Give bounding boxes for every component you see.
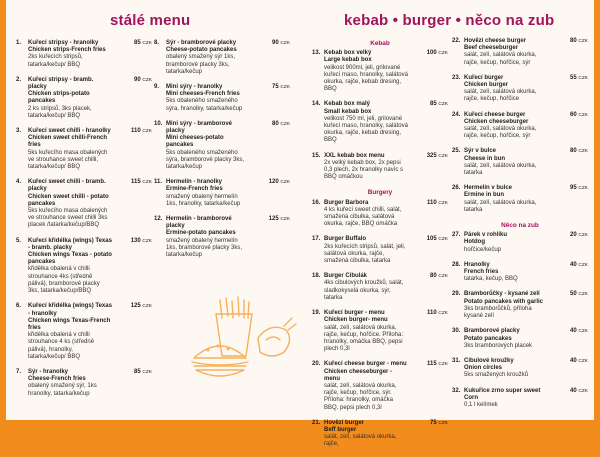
item-body xyxy=(166,179,250,208)
price-value: 120 xyxy=(268,179,281,186)
item-price xyxy=(430,420,448,427)
price-currency: CZK xyxy=(438,420,448,426)
price-value: 75 xyxy=(272,84,281,91)
item-body xyxy=(28,238,112,296)
price-value: 95 xyxy=(570,185,579,192)
item-price xyxy=(269,216,290,223)
item-description: 0,1 l kelímek xyxy=(464,401,498,408)
price-currency: CZK xyxy=(578,149,588,155)
price-value: 60 xyxy=(570,111,579,118)
item-number: 31. xyxy=(452,357,461,364)
item-english-name: Chicken sweet chilli - potato pancakes xyxy=(28,193,109,207)
item-price xyxy=(570,185,588,192)
menu-item xyxy=(452,148,588,177)
item-price xyxy=(269,179,290,186)
item-description: křidélka obalená v chilli strouhance 4 ks (středně pálivá), hranolky, tatarka/kečup/ BBQ xyxy=(28,332,95,360)
item-body xyxy=(28,303,112,361)
price-currency: CZK xyxy=(142,77,152,83)
item-body xyxy=(28,128,112,171)
item-body xyxy=(464,185,548,214)
menu-item xyxy=(154,179,290,208)
menu-item xyxy=(154,40,290,76)
item-name: Hovězí burger xyxy=(324,419,365,426)
menu-column-1 xyxy=(16,40,152,406)
item-price xyxy=(131,303,152,310)
price-currency: CZK xyxy=(438,200,448,206)
item-description: salát, zelí, salátová okurka, tatarka xyxy=(464,199,537,213)
menu-item xyxy=(452,185,588,214)
item-number: 7. xyxy=(16,368,22,375)
item-price xyxy=(570,38,588,45)
item-number: 4. xyxy=(16,179,22,186)
item-english-name: Beff burger xyxy=(324,426,357,433)
menu-item xyxy=(16,369,152,398)
item-number: 9. xyxy=(154,84,160,91)
item-number: 27. xyxy=(452,232,461,239)
item-body xyxy=(324,420,408,449)
item-description: 5ks kuřecího masa obalených ve strouhance sweet chilli, tatarka/kečup/ BBQ xyxy=(28,149,108,171)
item-body xyxy=(166,84,250,113)
item-english-name: Chicken wings Texas-French fries xyxy=(28,317,111,331)
item-english-name: Large kebab box xyxy=(324,57,372,64)
item-english-name: Small kebab box xyxy=(324,108,372,115)
price-currency: CZK xyxy=(438,362,448,368)
item-number: 6. xyxy=(16,303,22,310)
item-price xyxy=(134,77,152,84)
price-currency: CZK xyxy=(578,112,588,118)
left-title: stálé menu xyxy=(110,12,191,29)
price-currency: CZK xyxy=(438,153,448,159)
item-name: Mini sýry - bramborové placky xyxy=(166,120,233,135)
menu-item xyxy=(452,262,588,284)
item-price xyxy=(131,128,152,135)
price-currency: CZK xyxy=(578,75,588,81)
price-currency: CZK xyxy=(438,274,448,280)
item-price xyxy=(131,179,152,186)
menu-item xyxy=(312,200,448,229)
item-name: Kuřecí cheese burger xyxy=(464,111,526,118)
item-description: 2 ks stripsů, 3ks placek, tatarka/kečup/ BBQ xyxy=(28,105,92,119)
item-body xyxy=(28,369,112,398)
item-name: Sýr - hranolky xyxy=(28,368,69,375)
item-name: Kuřecí křidélka (wings) Texas - bramb. placky xyxy=(28,237,112,251)
item-body xyxy=(324,273,408,302)
menu-item xyxy=(312,273,448,302)
item-number: 8. xyxy=(154,40,160,46)
item-description: salát, zelí, salátová okurka, rajče, kečup, hořčice, sýr. Příloha: hranolky, omáčka BBQ, pepsi plech 0,3l xyxy=(324,382,397,411)
price-currency: CZK xyxy=(280,217,290,223)
section-heading: Něco na zub xyxy=(501,222,539,230)
menu-item xyxy=(452,388,588,410)
item-description: 4ks cibulových kroužků, salát, sladkokyselá okurka, sýr, tatarka xyxy=(324,280,404,301)
item-name: Kebab box velký xyxy=(324,50,372,57)
section-heading: Burgery xyxy=(367,189,393,197)
menu-item xyxy=(16,128,152,171)
price-currency: CZK xyxy=(438,102,448,108)
item-body xyxy=(464,112,548,141)
item-name: Kukuřice zrno super sweet xyxy=(464,387,541,394)
menu-item xyxy=(312,50,448,93)
item-name: Kuřecí sweet chilli - hranolky xyxy=(28,128,111,135)
price-value: 40 xyxy=(570,357,579,364)
item-number: 13. xyxy=(312,50,321,57)
item-price xyxy=(570,148,588,155)
price-value: 115 xyxy=(131,179,143,186)
price-currency: CZK xyxy=(142,238,152,244)
item-price xyxy=(134,40,152,47)
price-value: 20 xyxy=(570,232,579,239)
price-currency: CZK xyxy=(280,180,290,186)
item-english-name: Ermine-potato pancakes xyxy=(166,230,236,237)
price-currency: CZK xyxy=(142,180,152,186)
item-name: Cibulové kroužky xyxy=(464,357,514,364)
item-description: 4 ks kuřecí sweet chilli, salát, smažená cibulka, salátová okurka, rajče, BBQ omáčka xyxy=(324,206,402,228)
item-body xyxy=(28,77,112,120)
item-number: 18. xyxy=(312,273,321,280)
item-name: Hovězí cheese burger xyxy=(464,38,527,44)
item-description: 5ks smažených kroužků xyxy=(464,372,529,379)
item-body xyxy=(464,328,548,350)
item-english-name: Hotdog xyxy=(464,239,485,246)
item-body xyxy=(28,40,112,69)
item-english-name: Chicken cheeseburger xyxy=(464,118,529,125)
price-value: 80 xyxy=(272,120,281,127)
burger-fries-illustration-icon xyxy=(188,296,298,388)
price-currency: CZK xyxy=(280,121,290,127)
item-name: Kuřecí burger xyxy=(464,74,504,81)
price-currency: CZK xyxy=(438,51,448,57)
item-description: salát, zelí, salátová okurka, rajče, xyxy=(324,434,397,448)
item-name: Kebab box malý xyxy=(324,101,371,108)
item-price xyxy=(570,388,588,395)
right-title: kebab • burger • něco na zub xyxy=(344,12,555,29)
item-description: 2ks kuřecích stripsů, tatarka/kečup/ BBQ xyxy=(28,54,83,68)
menu-item xyxy=(452,38,588,67)
menu-item xyxy=(452,232,588,254)
item-price xyxy=(134,369,152,376)
menu-item xyxy=(16,303,152,361)
price-currency: CZK xyxy=(280,41,290,46)
item-name: Mini sýry - hranolky xyxy=(166,84,223,91)
item-price xyxy=(427,361,448,368)
item-name: Kuřecí stripsy - hranolky xyxy=(28,40,99,46)
item-body xyxy=(324,101,408,144)
item-name: Hranolky xyxy=(464,261,490,268)
item-name: XXL kebab box menu xyxy=(324,152,385,159)
item-english-name: Corn xyxy=(464,394,478,401)
item-price xyxy=(272,40,290,47)
item-english-name: Chicken burger xyxy=(464,82,509,89)
item-number: 32. xyxy=(452,387,461,394)
item-description: smažený obalený hermelín 1ks, bramborové placky 3ks, tatarka/kečup xyxy=(166,237,243,259)
price-value: 110 xyxy=(427,310,439,317)
item-price xyxy=(570,358,588,365)
item-body xyxy=(324,200,408,229)
item-price xyxy=(570,75,588,82)
item-price xyxy=(427,153,448,160)
item-body xyxy=(464,38,548,67)
price-currency: CZK xyxy=(578,292,588,298)
item-english-name: Beef cheeseburger xyxy=(464,45,519,52)
price-value: 75 xyxy=(430,419,439,426)
menu-item xyxy=(154,84,290,113)
price-value: 80 xyxy=(570,148,579,155)
item-name: Bramborůčky - kysané zelí xyxy=(464,291,540,298)
price-value: 55 xyxy=(570,74,579,81)
item-description: salát, zelí, salátová okurka, rajče, kečup, hořčice. Příloha: hranolky, omáčka BBQ, pepsi plech 0,3l xyxy=(324,324,404,353)
menu-item xyxy=(452,75,588,104)
item-name: Bramborové placky xyxy=(464,328,520,335)
price-currency: CZK xyxy=(438,237,448,243)
item-price xyxy=(570,112,588,119)
menu-item xyxy=(154,216,290,259)
menu-column-4 xyxy=(452,38,588,417)
menu-item xyxy=(312,420,448,449)
item-name: Párek v rohlíku xyxy=(464,232,508,239)
item-name: Hermelín v bulce xyxy=(464,185,513,192)
item-description: velikost 900ml, jeli, grilované kuřecí maso, hranolky, salátová okurka, rajče, kebab dresing, BBQ xyxy=(324,64,408,93)
item-number: 11. xyxy=(154,179,163,186)
menu-item xyxy=(16,238,152,296)
price-currency: CZK xyxy=(578,39,588,44)
item-english-name: Chicken cheeseburger - menu xyxy=(324,368,393,382)
item-body xyxy=(324,236,408,265)
item-description: salát, zelí, salátová okurka, rajče, kečup, hořčice, sýr xyxy=(464,126,537,140)
menu-item xyxy=(16,77,152,120)
item-name: Hermelín - bramborové placky xyxy=(166,216,232,230)
item-english-name: Cheese in bun xyxy=(464,155,506,162)
price-value: 130 xyxy=(130,237,143,244)
item-english-name: Chicken strips-French fries xyxy=(28,47,106,54)
item-body xyxy=(464,232,548,254)
price-value: 110 xyxy=(427,199,439,206)
item-name: Sýr v bulce xyxy=(464,148,497,155)
item-name: Kuřecí stripsy - bramb. placky xyxy=(28,76,94,91)
item-description: salát, zelí, salátová okurka, rajče, kečup, hořčice, sýr xyxy=(464,52,537,66)
price-currency: CZK xyxy=(142,129,152,135)
item-price xyxy=(570,328,588,335)
price-currency: CZK xyxy=(142,304,152,310)
item-number: 15. xyxy=(312,152,321,159)
item-number: 21. xyxy=(312,419,321,426)
price-value: 80 xyxy=(570,38,579,44)
menu-item xyxy=(312,310,448,353)
item-body xyxy=(166,121,250,171)
item-body xyxy=(324,50,408,93)
menu-item xyxy=(312,153,448,182)
price-value: 90 xyxy=(272,40,281,46)
item-body xyxy=(324,361,408,411)
item-name: Burger Barbora xyxy=(324,199,369,206)
item-number: 20. xyxy=(312,361,321,368)
item-number: 29. xyxy=(452,291,461,298)
item-number: 26. xyxy=(452,185,461,192)
item-description: obalený smažený sýr, 1ks hranolky, tatarka/kečup xyxy=(28,383,97,397)
item-body xyxy=(464,358,548,380)
price-currency: CZK xyxy=(578,329,588,335)
item-name: Kuřecí cheese burger - menu xyxy=(324,361,407,368)
item-price xyxy=(430,273,448,280)
item-price xyxy=(131,238,152,245)
item-body xyxy=(464,388,548,410)
item-description: křidélka obalená v chilli strouhance 4ks (středně pálivá), bramborové placky 3ks, tatarka/kečup/BBQ xyxy=(28,266,100,295)
price-currency: CZK xyxy=(578,186,588,192)
price-value: 125 xyxy=(268,216,281,223)
item-number: 24. xyxy=(452,111,461,118)
item-number: 12. xyxy=(154,216,163,223)
item-body xyxy=(464,148,548,177)
price-value: 40 xyxy=(570,261,579,268)
item-english-name: Onion circles xyxy=(464,365,503,372)
item-number: 30. xyxy=(452,328,461,335)
item-name: Burger Buffalo xyxy=(324,236,366,243)
price-currency: CZK xyxy=(578,233,588,239)
item-price xyxy=(272,121,290,128)
item-body xyxy=(464,75,548,104)
item-english-name: Chicken sweet chilli-French fries xyxy=(28,135,108,149)
item-body xyxy=(464,262,548,284)
item-body xyxy=(166,40,250,76)
item-number: 14. xyxy=(312,101,321,108)
menu-item xyxy=(312,101,448,144)
price-value: 105 xyxy=(426,236,439,243)
menu-item xyxy=(312,236,448,265)
menu-page xyxy=(6,0,594,448)
menu-item xyxy=(452,358,588,380)
item-english-name: Cheese-French fries xyxy=(28,376,86,383)
item-number: 19. xyxy=(312,310,321,317)
item-english-name: Potato pancakes xyxy=(464,335,512,342)
item-english-name: Ermine in bun xyxy=(464,192,505,199)
price-value: 125 xyxy=(130,303,143,310)
menu-item xyxy=(452,291,588,320)
price-value: 325 xyxy=(426,152,439,159)
item-description: 5ks kuřecího masa obalených ve strouhance sweet chilli 3ks placek /tatarka/kečup/BBQ xyxy=(28,208,108,229)
item-number: 22. xyxy=(452,38,461,44)
menu-column-3 xyxy=(312,38,448,457)
item-price xyxy=(427,310,448,317)
price-currency: CZK xyxy=(142,41,152,46)
item-number: 3. xyxy=(16,128,22,135)
price-value: 50 xyxy=(570,291,579,298)
price-currency: CZK xyxy=(438,311,448,317)
item-price xyxy=(427,236,448,243)
item-english-name: Chicken burger- menu xyxy=(324,317,388,324)
menu-item xyxy=(312,361,448,411)
item-price xyxy=(570,262,588,269)
price-value: 40 xyxy=(570,387,579,394)
price-value: 85 xyxy=(430,101,439,108)
item-body xyxy=(324,153,408,182)
item-description: 2ks kuřecích stripsů, salát, jeli, salátová okurka, rajče, smažená cibulka, tatarka xyxy=(324,243,406,265)
price-value: 100 xyxy=(426,50,439,57)
item-description: salát, zelí, salátová okurka, tatarka xyxy=(464,162,537,177)
item-number: 17. xyxy=(312,236,321,243)
menu-item xyxy=(452,112,588,141)
item-price xyxy=(427,50,448,57)
item-description: 3ks bramborůčků, příloha kysané zelí xyxy=(464,305,532,320)
price-value: 90 xyxy=(134,76,143,83)
item-name: Kuřecí sweet chilli - bramb. placky xyxy=(28,179,106,193)
price-currency: CZK xyxy=(578,358,588,364)
price-currency: CZK xyxy=(578,262,588,268)
item-name: Sýr - bramborové placky xyxy=(166,40,237,46)
item-number: 10. xyxy=(154,120,163,127)
price-value: 115 xyxy=(427,361,439,368)
menu-column-2 xyxy=(154,40,290,267)
item-price xyxy=(430,101,448,108)
item-body xyxy=(464,291,548,320)
menu-item xyxy=(16,40,152,69)
item-english-name: Chicken strips-potato pancakes xyxy=(28,91,90,105)
price-currency: CZK xyxy=(578,388,588,394)
item-name: Kuřecí burger - menu xyxy=(324,310,385,317)
menu-item xyxy=(154,121,290,171)
item-description: 2x velký kebab box, 2x pepsi 0,3 plech, 2x hranolky navíc s BBQ omáčkou xyxy=(324,159,404,181)
item-price xyxy=(570,232,588,239)
item-body xyxy=(28,179,112,229)
item-number: 25. xyxy=(452,148,461,155)
section-heading: Kebab xyxy=(370,40,390,47)
item-description: tatarka, kečup, BBQ xyxy=(464,276,518,283)
item-description: obalený smažený sýr 1ks, bramborové placky 3ks, tatarka/kečup xyxy=(166,54,236,75)
item-number: 23. xyxy=(452,74,461,81)
item-english-name: Potato pancakes with garlic xyxy=(464,298,544,305)
item-price xyxy=(427,200,448,207)
item-english-name: Cheese-potato pancakes xyxy=(166,47,237,54)
price-value: 110 xyxy=(131,128,143,135)
item-description: 5ks obaleného smaženého sýra, bramborové placky 3ks, tatarka/kečup xyxy=(166,149,245,171)
item-number: 28. xyxy=(452,261,461,268)
item-number: 5. xyxy=(16,237,22,244)
price-value: 85 xyxy=(134,40,143,46)
item-body xyxy=(166,216,250,259)
item-body xyxy=(324,310,408,353)
item-english-name: Ermine-French fries xyxy=(166,186,223,193)
price-currency: CZK xyxy=(142,369,152,375)
price-currency: CZK xyxy=(280,85,290,91)
item-price xyxy=(570,291,588,298)
item-price xyxy=(272,84,290,91)
item-name: Burger Cibulák xyxy=(324,273,368,280)
price-value: 85 xyxy=(134,368,143,375)
menu-item xyxy=(16,179,152,229)
price-value: 40 xyxy=(570,328,579,335)
price-value: 80 xyxy=(430,273,439,280)
item-description: 5ks obaleného smaženého sýra, hranolky, tatarka/kečup xyxy=(166,98,243,112)
item-description: smažený obalený hermelín 1ks, hranolky, tatarka/kečup xyxy=(166,193,241,207)
item-name: Kuřecí křidélka (wings) Texas - hranolky xyxy=(28,303,112,317)
item-number: 2. xyxy=(16,76,22,83)
item-description: salát, zelí, salátová okurka, rajče, kečup, hořčice xyxy=(464,89,537,103)
item-number: 16. xyxy=(312,199,321,206)
item-description: hořčice/kečup xyxy=(464,246,502,253)
item-description: velikost 750 ml, jeli, grilované kuřecí maso, hranolky, salátová okurka, rajče, kebab dresing, BBQ xyxy=(324,115,408,144)
item-english-name: Mini cheeses-potato pancakes xyxy=(166,135,224,149)
item-english-name: Mini cheeses-French fries xyxy=(166,91,240,98)
item-name: Hermelín - hranolky xyxy=(166,179,223,186)
item-description: 3ks bramborových placek xyxy=(464,342,533,349)
item-english-name: Chicken wings Texas - potato pancakes xyxy=(28,252,112,266)
item-number: 1. xyxy=(16,40,22,46)
menu-item xyxy=(452,328,588,350)
item-english-name: French fries xyxy=(464,269,499,276)
